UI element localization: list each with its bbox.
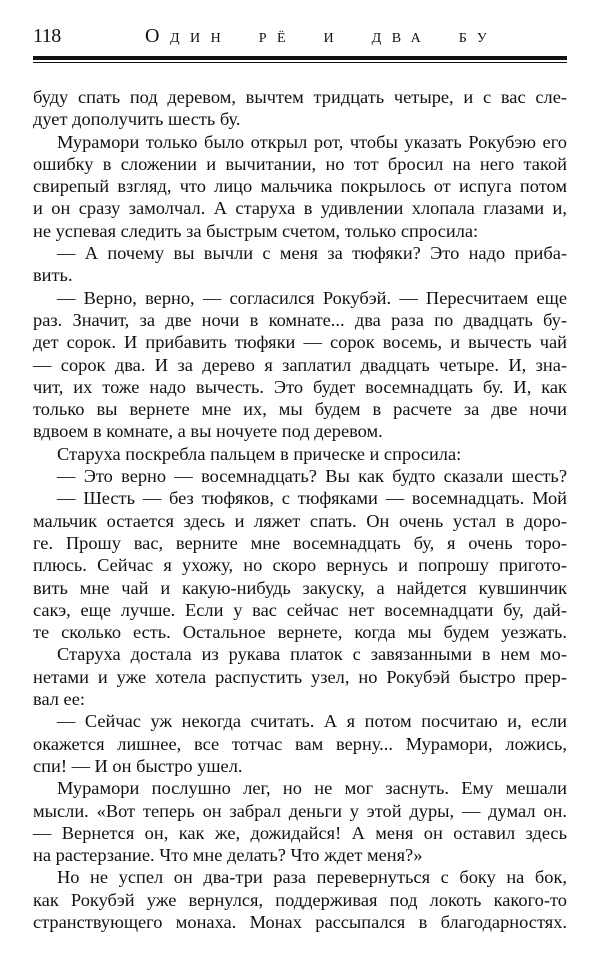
text-line: буду спать под деревом, вычтем тридцать четыре, и с вас сле- [33, 87, 567, 107]
text-line: окажется лишнее, все тотчас вам верну... Мурамори, ложись, [33, 733, 567, 754]
body-text [33, 86, 567, 933]
text-line: — Шесть — без тюфяков, с тюфяками — восемнадцать. Мой [57, 488, 567, 509]
text-line: Мурамори только было открыл рот, чтобы указать Рокубэю его [57, 131, 567, 152]
text-line: вдвоем в комнате, а вы ночуете под деревом. [33, 421, 383, 442]
text-line: — А почему вы вычли с меня за тюфяки? Это надо приба- [57, 243, 567, 264]
text-line: спи! — И он быстро ушел. [33, 755, 243, 776]
header-rule-thin [33, 62, 567, 63]
text-line: Мурамори послушно лег, но не мог заснуть. Ему мешали [57, 778, 567, 799]
text-line: вить мне чай и какую-нибудь закуску, а найдется кувшинчик [33, 577, 567, 598]
text-line: — Вернется он, как же, дожидайся! А меня он оставил здесь [33, 822, 567, 843]
running-title: Один рё и два бу [145, 25, 498, 47]
text-line: плюсь. Сейчас я ухожу, но скоро вернусь и попрошу пригото- [33, 555, 567, 576]
text-line: — сорок два. И за дерево я заплатил двадцать четыре. И, зна- [33, 354, 567, 375]
text-line: на растерзание. Что мне делать? Что ждет меня?» [33, 845, 423, 866]
text-line: — Сейчас уж некогда считать. А я потом посчитаю и, если [57, 711, 567, 732]
text-line: Но не успел он два-три раза перевернуться с боку на бок, [57, 867, 567, 888]
header-rule-thick [33, 56, 567, 60]
text-line: ошибку в сложении и вычитании, но тот бросил на него такой [33, 153, 567, 174]
text-line: мальчик остается здесь и ляжет спать. Он очень устал в доро- [33, 510, 567, 531]
page-header [33, 24, 567, 48]
text-line: дет сорок. И прибавить тюфяки — сорок восемь, и вычесть чай [33, 332, 567, 353]
text-line: раз. Значит, за две ночи в комнате... два раза по двадцать бу- [33, 309, 567, 330]
page-number: 118 [33, 25, 61, 47]
text-line: Старуха поскребла пальцем в прическе и спросила: [57, 443, 462, 464]
text-line: вал ее: [33, 689, 85, 710]
text-line: — Это верно — восемнадцать? Вы как будто сказали шесть? [57, 466, 567, 487]
text-line: сакэ, еще лучше. Если у вас сейчас нет восемнадцати бу, дай- [33, 599, 567, 620]
text-line: — Верно, верно, — согласился Рокубэй. — Пересчитаем еще [57, 287, 567, 308]
text-line: как Рокубэй уже вернулся, поддерживая под локоть какого-то [33, 889, 567, 910]
text-line: мысли. «Вот теперь он забрал деньги у этой дуры, — думал он. [33, 800, 567, 821]
text-line: странствующего монаха. Монах рассыпался в благодарностях. [33, 911, 567, 932]
text-line: только вы вернете мне их, мы будем в расчете за две ночи [33, 399, 567, 420]
text-line: не успевая следить за быстрым счетом, только спросила: [33, 220, 479, 241]
text-line: те сколько есть. Остальное вернете, когда мы будем уезжать. [33, 622, 567, 643]
text-line: чит, их тоже надо вычесть. Это будет восемнадцать бу. И, как [33, 376, 567, 397]
text-line: Старуха достала из рукава платок с завязанными в нем мо- [57, 644, 567, 665]
text-line: дует дополучить шесть бу. [33, 109, 241, 130]
text-line: ге. Прошу вас, верните мне восемнадцать бу, я очень торо- [33, 532, 567, 553]
text-line: и он сразу замолчал. А старуха в удивлении хлопала глазами и, [33, 198, 567, 219]
text-line: свирепый взгляд, что лицо мальчика покрылось от испуга потом [33, 176, 567, 197]
text-line: вить. [33, 265, 73, 286]
text-line: нетами и уже хотела распустить узел, но Рокубэй быстро прер- [33, 666, 567, 687]
